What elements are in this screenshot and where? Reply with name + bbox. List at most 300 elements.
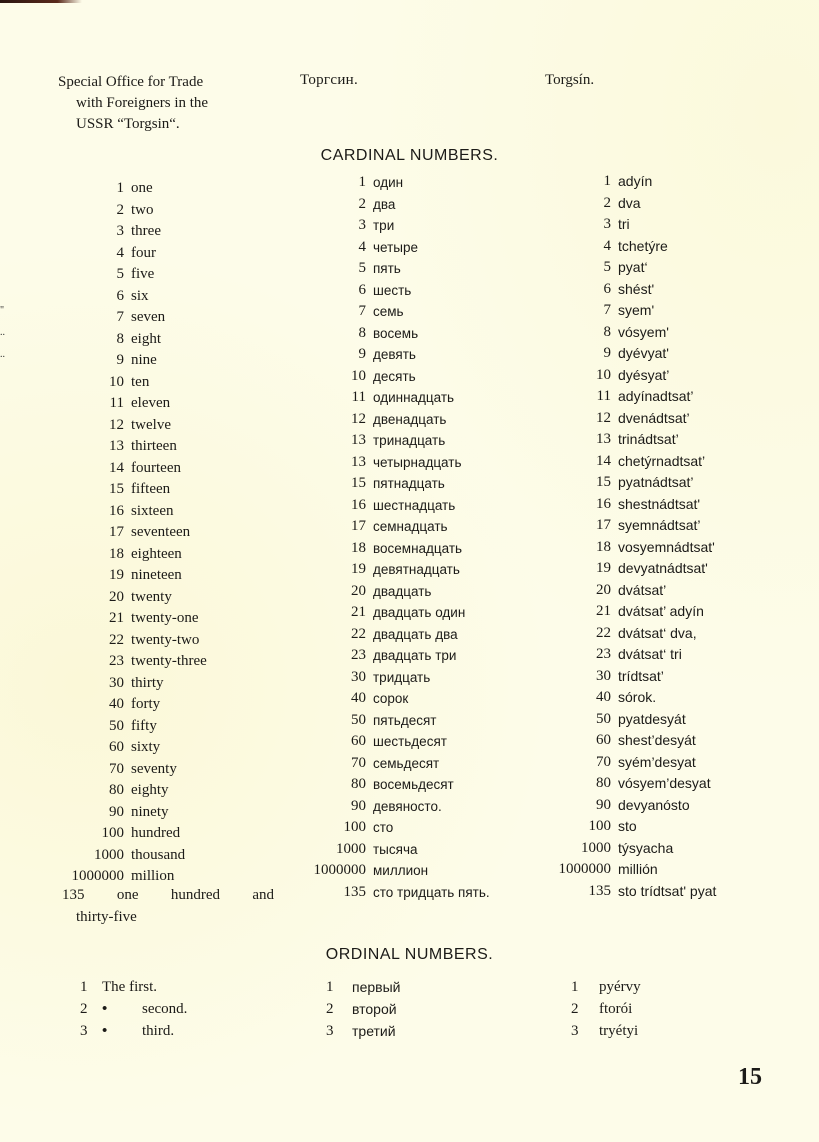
entry-number: 1 — [116, 180, 124, 196]
list-item — [290, 495, 490, 517]
entry-text: ninety — [131, 803, 169, 820]
entry-word: one — [116, 887, 139, 903]
entry-number: 1 — [571, 979, 579, 995]
entry-number: 4 — [358, 238, 366, 255]
entry-number: 60 — [109, 739, 124, 755]
list-item — [535, 558, 716, 580]
list-item — [40, 458, 207, 480]
list-item — [80, 998, 187, 1020]
list-item — [40, 630, 207, 652]
entry-number: 50 — [596, 710, 611, 727]
list-item — [326, 998, 400, 1020]
entry-text: девяносто. — [373, 798, 442, 814]
entry-text: pyérvy — [599, 979, 641, 995]
list-item — [535, 752, 716, 774]
entry-number: 18 — [109, 545, 124, 562]
entry-text: девятнадцать — [373, 562, 460, 577]
entry-text: twelve — [131, 416, 171, 433]
entry-number: 60 — [596, 732, 611, 748]
header-english-line: USSR “Torgsin“. — [76, 116, 180, 132]
entry-number: 3 — [326, 1023, 334, 1039]
entry-number: 23 — [109, 653, 124, 669]
entry-text: adyínadtsat’ — [618, 388, 694, 404]
entry-text: dvátsat’ — [618, 581, 667, 598]
list-item — [290, 409, 490, 431]
entry-number: 21 — [596, 603, 611, 619]
entry-text: týsyacha — [618, 839, 674, 856]
page-number: 15 — [738, 1064, 762, 1090]
entry-number: 19 — [351, 561, 366, 577]
entry-text: dvátsat‘ tri — [618, 646, 682, 662]
list-item — [40, 329, 207, 351]
list-item — [535, 580, 716, 602]
list-item — [535, 838, 716, 860]
entry-text: syém’desyat — [618, 753, 696, 770]
entry-text: shest’desyát — [618, 732, 696, 748]
entry-number: 13 — [351, 432, 366, 448]
list-item — [290, 559, 490, 581]
list-item — [40, 372, 207, 394]
entry-number: 3 — [571, 1023, 579, 1039]
list-item — [290, 452, 490, 474]
list-item — [571, 976, 641, 998]
entry-number: 7 — [603, 302, 611, 318]
entry-number: 21 — [351, 604, 366, 620]
entry-number: 14 — [109, 459, 124, 476]
entry-text: The first. — [102, 979, 157, 995]
entry-text: двадцать два — [373, 626, 458, 642]
entry-number: 70 — [596, 753, 611, 770]
entry-number: 70 — [351, 754, 366, 771]
entry-text: third. — [142, 1023, 175, 1039]
entry-text: hundred — [131, 825, 181, 841]
entry-number: 100 — [588, 818, 611, 834]
entry-number: 1000 — [94, 846, 124, 863]
header-english — [58, 72, 278, 135]
list-item — [290, 387, 490, 409]
cardinal-transliteration-column — [535, 171, 716, 902]
list-item — [535, 601, 716, 623]
entry-number: 40 — [109, 696, 124, 712]
list-item — [290, 323, 490, 345]
list-item — [40, 823, 207, 845]
entry-text: trinádtsat’ — [618, 431, 679, 447]
list-item — [290, 796, 490, 818]
list-item — [290, 516, 490, 538]
entry-text: четыре — [373, 239, 418, 255]
entry-number: 23 — [351, 647, 366, 663]
entry-number: 20 — [351, 582, 366, 599]
entry-number: 13 — [596, 431, 611, 447]
list-item — [535, 193, 716, 215]
list-item — [571, 1020, 641, 1042]
entry-text: двадцать три — [373, 648, 457, 663]
list-item — [40, 716, 207, 738]
entry-text: thirteen — [131, 438, 177, 454]
list-item — [290, 624, 490, 646]
entry-number: 1000000 — [71, 868, 124, 884]
entry-text: sórok. — [618, 689, 657, 705]
entry-text: пятьдесят — [373, 712, 437, 728]
list-item — [40, 694, 207, 716]
list-item — [535, 236, 716, 258]
entry-text: pyatdesyát — [618, 710, 686, 727]
entry-text: тысяча — [373, 841, 418, 857]
entry-number: 19 — [596, 560, 611, 576]
entry-number: 21 — [109, 610, 124, 626]
entry-number: 7 — [116, 309, 124, 325]
entry-text: десять — [373, 368, 416, 384]
entry-text: dvátsat‘ dva, — [618, 624, 697, 641]
entry-text: sto trídtsat' pyat — [618, 882, 717, 899]
entry-text: семьдесят — [373, 755, 440, 771]
list-item — [535, 408, 716, 430]
entry-number: 15 — [596, 474, 611, 490]
entry-text: сто — [373, 820, 394, 835]
list-item — [535, 709, 716, 731]
entry-text: nine — [131, 352, 157, 368]
list-item — [535, 666, 716, 688]
entry-number: 30 — [109, 674, 124, 691]
list-item — [40, 845, 207, 867]
entry-text: adyín — [618, 173, 653, 189]
ordinal-russian-column — [326, 976, 400, 1042]
list-item — [290, 731, 490, 753]
entry-135-line1 — [62, 884, 274, 906]
entry-word: hundred — [170, 887, 220, 903]
list-item — [40, 178, 207, 200]
entry-number: 1 — [326, 979, 334, 995]
entry-text: eighteen — [131, 545, 182, 562]
entry-number: 90 — [109, 803, 124, 820]
entry-text: сорок — [373, 691, 409, 706]
list-item — [40, 350, 207, 372]
entry-text: chetýrnadtsat’ — [618, 452, 706, 469]
list-item — [40, 587, 207, 609]
margin-marks — [0, 300, 5, 366]
list-item — [535, 859, 716, 881]
cardinal-english-135 — [62, 884, 274, 928]
entry-number: 11 — [109, 395, 124, 411]
entry-text: three — [131, 223, 161, 239]
entry-text: sto — [618, 818, 637, 834]
list-item — [290, 710, 490, 732]
entry-text: четырнадцать — [373, 454, 462, 470]
list-item — [40, 264, 207, 286]
entry-text: девять — [373, 347, 416, 362]
list-item — [40, 415, 207, 437]
entry-number: 11 — [351, 389, 366, 405]
list-item — [80, 1020, 187, 1042]
list-item — [290, 172, 490, 194]
entry-number: 18 — [596, 538, 611, 555]
entry-text: tri — [618, 216, 630, 232]
cardinal-numbers-title: CARDINAL NUMBERS. — [320, 147, 499, 164]
entry-number: 80 — [351, 776, 366, 792]
entry-number: 5 — [358, 260, 366, 276]
entry-number: 30 — [351, 668, 366, 685]
entry-text: fifty — [131, 717, 157, 734]
entry-number: 100 — [343, 819, 366, 835]
list-item — [40, 307, 207, 329]
entry-number: 4 — [603, 237, 611, 254]
header-russian: Торгсин. — [300, 72, 359, 88]
header-transliteration: Torgsín. — [545, 72, 595, 88]
entry-text: six — [131, 287, 149, 304]
entry-number: 2 — [571, 1001, 579, 1017]
entry-text: второй — [352, 1001, 397, 1017]
entry-text: pyat‘ — [618, 259, 648, 275]
entry-number: 2 — [80, 1001, 88, 1017]
list-item — [40, 608, 207, 630]
list-item — [290, 280, 490, 302]
entry-text: ten — [131, 373, 150, 390]
list-item — [290, 860, 490, 882]
entry-text: шестнадцать — [373, 497, 456, 513]
entry-number: 11 — [596, 388, 611, 404]
ditto-mark: • — [102, 1023, 108, 1039]
entry-number: 1000 — [581, 839, 611, 856]
list-item — [40, 651, 207, 673]
entry-text: four — [131, 244, 156, 261]
list-item — [535, 343, 716, 365]
entry-text: шесть — [373, 282, 412, 298]
entry-number: 5 — [603, 259, 611, 275]
margin-mark: .. — [0, 349, 5, 360]
entry-text: devyatnádtsat' — [618, 560, 708, 576]
entry-number: 16 — [109, 502, 124, 519]
list-item — [535, 773, 716, 795]
entry-text: двенадцать — [373, 411, 447, 427]
entry-text: twenty-one — [131, 610, 199, 626]
list-item — [535, 300, 716, 322]
header-english-line: with Foreigners in the — [76, 95, 209, 111]
entry-number: 7 — [358, 303, 366, 319]
list-item — [40, 286, 207, 308]
entry-text: тридцать — [373, 669, 431, 685]
entry-text: five — [131, 266, 155, 282]
list-item — [535, 687, 716, 709]
list-item — [290, 430, 490, 452]
list-item — [40, 737, 207, 759]
entry-text: vósyem' — [618, 323, 669, 340]
list-item — [290, 301, 490, 323]
entry-text: ftorói — [599, 1001, 633, 1017]
entry-number: 12 — [351, 410, 366, 427]
entry-number: 4 — [116, 244, 124, 261]
list-item — [40, 802, 207, 824]
entry-number: 80 — [109, 782, 124, 798]
entry-text: eleven — [131, 395, 171, 411]
ordinal-english-column — [80, 976, 187, 1042]
entry-text: dyésyat’ — [618, 366, 670, 383]
entry-text: forty — [131, 696, 161, 712]
list-item — [290, 473, 490, 495]
list-item — [535, 644, 716, 666]
list-item — [535, 515, 716, 537]
entry-number: 10 — [596, 366, 611, 383]
entry-number: 3 — [358, 217, 366, 233]
entry-text: dvátsat’ adyín — [618, 603, 704, 619]
entry-text: nineteen — [131, 567, 182, 583]
margin-mark: .. — [0, 327, 5, 338]
entry-text: tryétyi — [599, 1023, 639, 1039]
cardinal-english-column — [40, 178, 207, 888]
entry-number: 30 — [596, 667, 611, 684]
entry-text: shést' — [618, 280, 655, 297]
entry-text: thousand — [131, 846, 186, 863]
list-item — [535, 795, 716, 817]
list-item — [290, 882, 490, 904]
list-item — [290, 258, 490, 280]
entry-text: один — [373, 175, 404, 190]
entry-number: 1 — [358, 174, 366, 190]
entry-number: 12 — [109, 416, 124, 433]
list-item — [40, 780, 207, 802]
entry-number: 2 — [116, 201, 124, 218]
list-item — [571, 998, 641, 1020]
list-item — [80, 976, 187, 998]
entry-number: 5 — [116, 266, 124, 282]
entry-text: one — [131, 180, 153, 196]
entry-text: пятнадцать — [373, 476, 445, 491]
list-item — [40, 393, 207, 415]
entry-number: 18 — [351, 539, 366, 556]
entry-text: dvenádtsat’ — [618, 409, 690, 426]
entry-number: 13 — [109, 438, 124, 454]
list-item — [535, 816, 716, 838]
list-item — [290, 344, 490, 366]
entry-text: syem' — [618, 302, 655, 318]
entry-text: thirty — [131, 674, 164, 691]
list-item — [535, 881, 716, 903]
entry-text: two — [131, 201, 154, 218]
entry-number: 20 — [596, 581, 611, 598]
entry-text: sixty — [131, 739, 161, 755]
entry-number: 50 — [109, 717, 124, 734]
entry-number: 8 — [116, 330, 124, 347]
entry-number: 8 — [358, 324, 366, 341]
list-item — [290, 667, 490, 689]
entry-text: одиннадцать — [373, 390, 455, 405]
entry-text: vósyem’desyat — [618, 775, 711, 791]
ordinal-numbers-title: ORDINAL NUMBERS. — [325, 946, 494, 963]
entry-text: syemnádtsat’ — [618, 517, 701, 533]
list-item — [40, 501, 207, 523]
entry-number: 2 — [358, 195, 366, 212]
list-item — [40, 221, 207, 243]
list-item — [535, 494, 716, 516]
entry-text: два — [373, 196, 396, 212]
entry-text: восемнадцать — [373, 540, 463, 556]
entry-text: twenty-two — [131, 631, 200, 648]
entry-text: сто тридцать пять. — [373, 884, 490, 900]
entry-text: twenty — [131, 588, 172, 605]
entry-number: 135 — [588, 882, 611, 899]
entry-number: 9 — [116, 352, 124, 368]
list-item — [290, 839, 490, 861]
entry-text: seventeen — [131, 524, 191, 540]
list-item — [40, 243, 207, 265]
entry-number: 22 — [596, 624, 611, 641]
entry-number: 1000000 — [558, 861, 611, 877]
list-item — [535, 730, 716, 752]
entry-text: pyatnádtsat’ — [618, 474, 694, 490]
entry-text: millión — [618, 861, 658, 877]
entry-number: 40 — [596, 689, 611, 705]
entry-number: 2 — [326, 1001, 334, 1017]
list-item — [535, 365, 716, 387]
list-item — [535, 322, 716, 344]
list-item — [535, 257, 716, 279]
entry-number: 3 — [603, 216, 611, 232]
entry-text: третий — [352, 1023, 396, 1039]
entry-number: 17 — [109, 524, 124, 540]
list-item — [535, 171, 716, 193]
list-item — [290, 581, 490, 603]
list-item — [40, 565, 207, 587]
entry-number: 60 — [351, 733, 366, 749]
entry-number: 13 — [351, 453, 366, 470]
scan-edge-shadow — [0, 0, 82, 3]
entry-text: seven — [131, 309, 166, 325]
cardinal-russian-column — [290, 172, 490, 903]
entry-text: три — [373, 218, 395, 233]
entry-text: vosyemnádtsat' — [618, 538, 715, 555]
entry-number: 19 — [109, 567, 124, 583]
list-item — [40, 436, 207, 458]
entry-text: sixteen — [131, 502, 174, 519]
entry-number: 10 — [109, 373, 124, 390]
entry-number: 8 — [603, 323, 611, 340]
entry-number: 23 — [596, 646, 611, 662]
entry-number: 135 — [62, 887, 85, 903]
entry-text: shestnádtsat' — [618, 495, 701, 512]
entry-text: fifteen — [131, 481, 171, 497]
header-english-line: Special Office for Trade — [58, 74, 204, 90]
entry-number: 9 — [603, 345, 611, 361]
entry-text: eight — [131, 330, 161, 347]
entry-number: 1000 — [336, 840, 366, 857]
entry-text: fourteen — [131, 459, 181, 476]
list-item — [290, 645, 490, 667]
entry-number: 1 — [603, 173, 611, 189]
entry-text: trídtsat’ — [618, 667, 664, 684]
list-item — [535, 386, 716, 408]
list-item — [326, 976, 400, 998]
entry-text: двадцать один — [373, 605, 466, 620]
entry-number: 3 — [116, 223, 124, 239]
list-item — [290, 774, 490, 796]
entry-text: восемьдесят — [373, 777, 454, 792]
entry-text: пять — [373, 261, 401, 276]
list-item — [535, 279, 716, 301]
margin-mark: " — [0, 305, 5, 316]
entry-number: 15 — [351, 475, 366, 491]
list-item — [290, 237, 490, 259]
entry-text: million — [131, 868, 175, 884]
entry-number: 22 — [351, 625, 366, 642]
entry-text: восемь — [373, 325, 419, 341]
entry-text: tchetýre — [618, 237, 668, 254]
entry-text: dva — [618, 194, 641, 211]
list-item — [40, 759, 207, 781]
entry-number: 6 — [116, 287, 124, 304]
entry-number: 50 — [351, 711, 366, 728]
entry-number: 14 — [596, 452, 611, 469]
entry-text: семнадцать — [373, 519, 448, 534]
list-item — [290, 753, 490, 775]
